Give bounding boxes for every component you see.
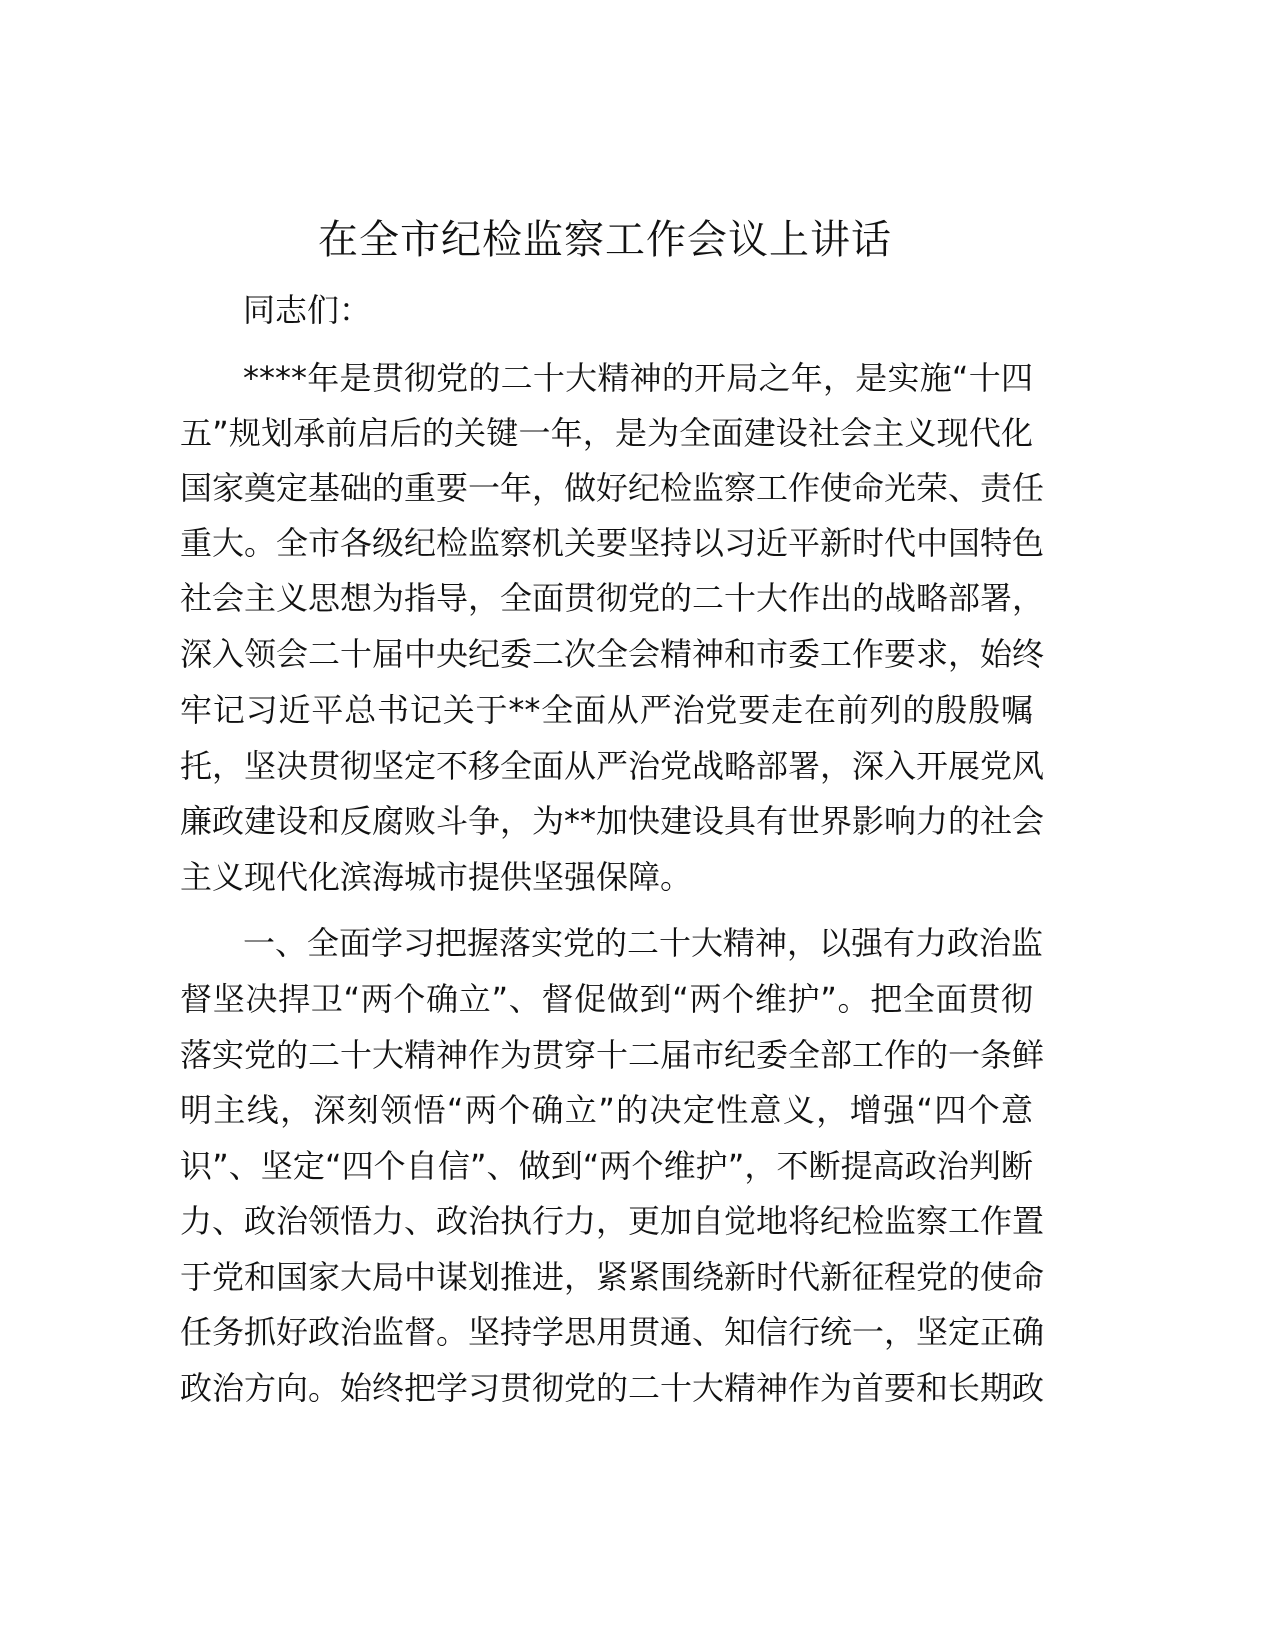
- text-line: 主义现代化滨海城市提供坚强保障。: [180, 858, 693, 896]
- text-line: 社会主义思想为指导，全面贯彻党的二十大作出的战略部署，: [180, 579, 1045, 617]
- section-heading-line: 一、全面学习把握落实党的二十大精神，以强有力政治监: [243, 924, 1044, 962]
- text-line: 明主线，深刻领悟“两个确立”的决定性意义，增强“四个意: [180, 1091, 1033, 1129]
- text-line: 重大。全市各级纪检监察机关要坚持以习近平新时代中国特色: [180, 524, 1045, 562]
- text-line: 督坚决捍卫“两个确立”、督促做到“两个维护”。把全面贯彻: [180, 980, 1033, 1018]
- text-line: ****年是贯彻党的二十大精神的开局之年，是实施“十四: [243, 359, 1033, 397]
- text-line: 政治方向。始终把学习贯彻党的二十大精神作为首要和长期政: [180, 1369, 1045, 1407]
- text-line: 力、政治领悟力、政治执行力，更加自觉地将纪检监察工作置: [180, 1202, 1045, 1240]
- text-line: 五”规划承前启后的关键一年，是为全面建设社会主义现代化: [180, 414, 1033, 452]
- text-line: 识”、坚定“四个自信”、做到“两个维护”，不断提高政治判断: [180, 1147, 1033, 1185]
- text-line: 国家奠定基础的重要一年，做好纪检监察工作使命光荣、责任: [180, 469, 1045, 507]
- text-line: 牢记习近平总书记关于**全面从严治党要走在前列的殷殷嘱: [180, 691, 1033, 729]
- greeting: 同志们：: [243, 291, 372, 329]
- document-title: 在全市纪检监察工作会议上讲话: [318, 217, 892, 263]
- text-line: 深入领会二十届中央纪委二次全会精神和市委工作要求，始终: [180, 635, 1045, 673]
- text-line: 落实党的二十大精神作为贯穿十二届市纪委全部工作的一条鲜: [180, 1036, 1045, 1074]
- text-line: 廉政建设和反腐败斗争，为**加快建设具有世界影响力的社会: [180, 802, 1045, 840]
- text-line: 托，坚决贯彻坚定不移全面从严治党战略部署，深入开展党风: [180, 747, 1045, 785]
- text-line: 于党和国家大局中谋划推进，紧紧围绕新时代新征程党的使命: [180, 1258, 1045, 1296]
- text-line: 任务抓好政治监督。坚持学思用贯通、知信行统一，坚定正确: [180, 1313, 1045, 1351]
